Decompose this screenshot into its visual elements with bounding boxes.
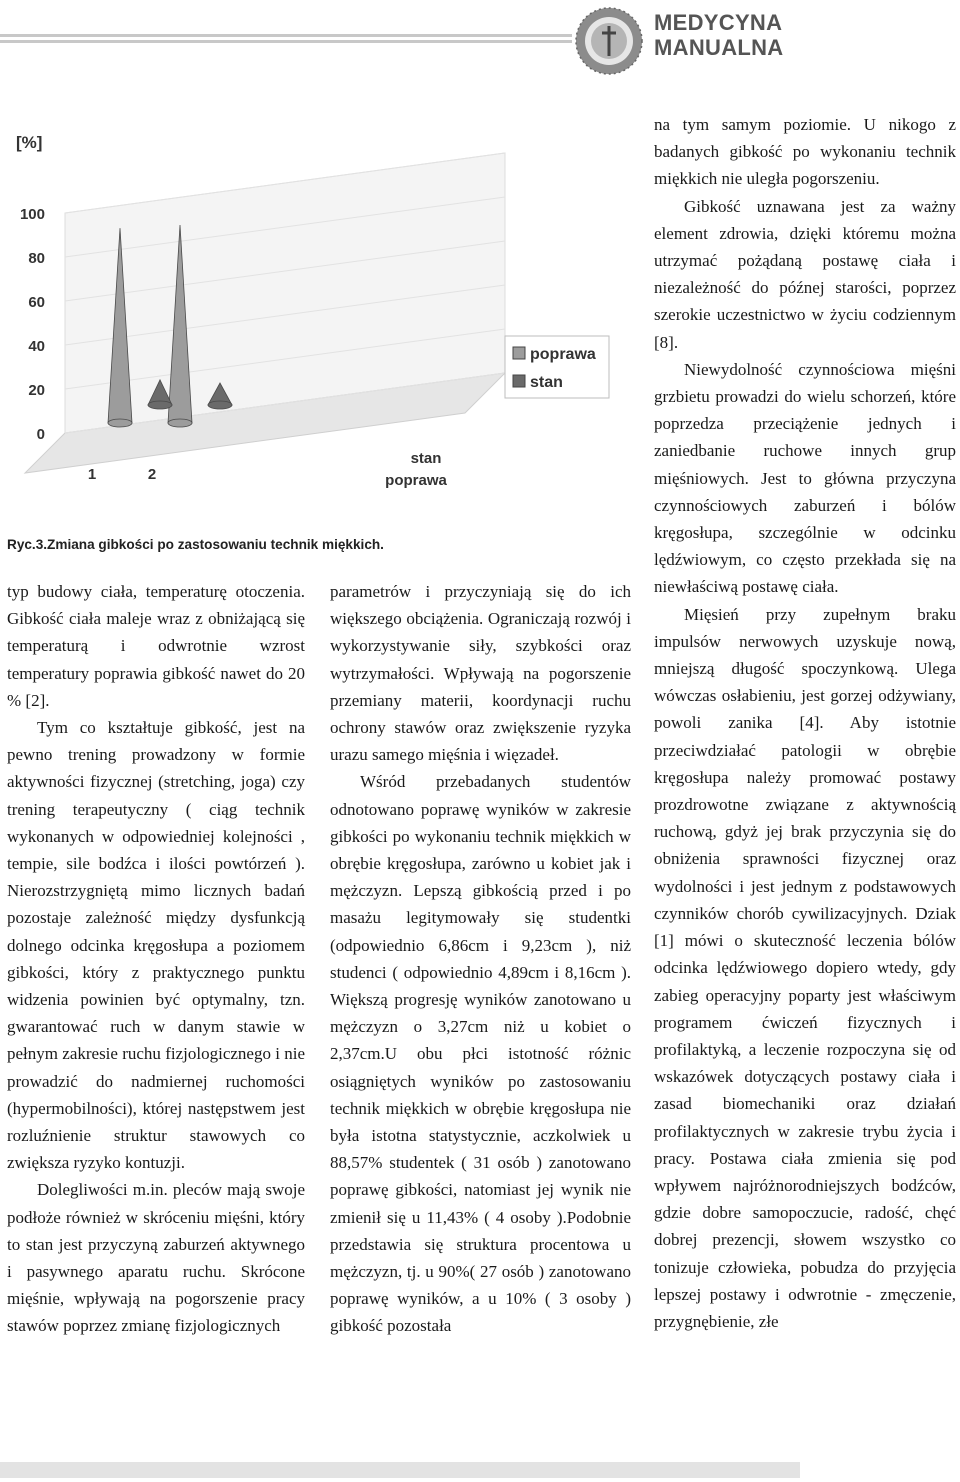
legend-swatch [513, 347, 525, 359]
header-rule [0, 34, 572, 42]
paragraph: Tym co kształtuje gibkość, jest na pewno trening prowadzony w formie aktywności fizycznej (stretching, joga) czy trening terapeutyczny ( ciąg technik wykonanych w odpowiedniej kolejności , tempie, sile bodźca i ilości powtórzeń ). Nierozstrzygniętą mimo licznych badań pozostaje zależność między dysfunkcją dolnego odcinka kręgosłupa a poziomem gibkości, który z praktycznego punktu widzenia powinien być optymalny, tzn. gwarantować ruch w danym stawie w pełnym zakresie ruchu fizjologicznego i nie prowadzić do nadmiernej ruchomości (hypermobilności), której następstwem jest rozluźnienie struktur stawowych co zwiększa ryzyko kontuzji. [7, 718, 305, 1173]
paragraph: Dolegliwości m.in. pleców mają swoje podłoże również w skróceniu mięśni, który to stan jest przyczyną zaburzeń aktywnego i pasywnego aparatu ruchu. Skrócone mięśnie, wpływają na pogorszenie pracy stawów poprzez zmianę fizjologicznych [7, 1180, 305, 1336]
x-tick-label: 1 [87, 466, 97, 483]
depth-axis-label: stan [410, 450, 442, 467]
depth-axis-label: poprawa [385, 472, 447, 489]
y-tick-label: 40 [28, 338, 45, 355]
paragraph: parametrów i przyczyniają się do ich większego obciążenia. Ograniczają rozwój i wykorzystywanie siły, szybkości oraz wytrzymałości. Wpływają na pogorszenie przemiany materii, koordynacji ruchu ochrony stawów oraz zwiększenie ryzyka urazu samego mięśnia i więzadeł. [330, 582, 631, 765]
text-column-1 [7, 578, 305, 1340]
figure-caption: Ryc.3.Zmiana gibkości po zastosowaniu technik miękkich. [7, 537, 384, 552]
paragraph: na tym samym poziomie. U nikogo z badanych gibkość po wykonaniu technik miękkich nie uległa pogorszeniu. [654, 115, 956, 189]
x-tick-label: 2 [147, 466, 157, 483]
paragraph: Mięsień przy zupełnym braku impulsów nerwowych uzyskuje nową, mniejszą długość spoczynkową. Ulega wówczas osłabieniu, jest gorzej odżywiany, powoli zanika [4]. Aby istotnie przeciwdziałać patologii w obrębie kręgosłupa należy promować postawy prozdrowotne związane z aktywnością ruchową, gdyż jej brak przyczynia się do obniżenia sprawności fizycznej oraz wydolności i jest jednym z podstawowych czynników chorób cywilizacyjnych. Dziak [1] mówi o skuteczność leczenia bólów odcinka lędźwiowego dopiero wtedy, gdy zabieg operacyjny poparty jest właściwym programem ćwiczeń fizycznych i profilaktyką, a leczenie rozpoczyna się od wskazówek dotyczących postawy ciała i zasad biomechaniki oraz działań profilaktycznych w zakresie trybu życia i pracy. Postawa ciała zmienia się pod wpływem najróżnorodniejszych bodźców, gdzie dobre samopoczucie, radość, chęć dobrej prezencji, słowem wszystko co tonizuje człowieka, pobudza do przyjęcia lepszej postawy i odwrotnie - zmęczenie, przygnębienie, złe [654, 604, 956, 1331]
paragraph: Wśród przebadanych studentów odnotowano poprawę wyników w zakresie gibkości po wykonaniu technik miękkich w obrębie kręgosłupa, zarówno u kobiet jak i mężczyzn. Lepszą gibkością przed i po masażu legitymowały się studentki (odpowiednio 6,86cm i 9,23cm ), niż studenci ( odpowiednio 4,89cm i 8,16cm ). Większą progresję wyników zanotowano u mężczyzn o 3,27cm niż u kobiet o 2,37cm.U obu płci istotność różnic osiągniętych wyników po zastosowaniu technik miękkich w obrębie kręgosłupa nie była istotna statystycznie, aczkolwiek u 88,57% studentek ( 31 osób ) zanotowano poprawę gibkości, natomiast jej wynik nie zmienił się u 11,43% ( 4 osoby ).Podobnie przedstawia się struktura procentowa u mężczyzn, tj. u 90%( 27 osób ) zanotowano poprawę wyników, a u 10% ( 3 osoby ) gibkość pozostała [330, 772, 631, 1336]
flexibility-chart [0, 108, 630, 528]
journal-title [654, 10, 784, 60]
y-tick-label: 100 [19, 206, 45, 223]
journal-title-line1: MEDYCYNA [654, 10, 783, 35]
paragraph: Niewydolność czynnościowa mięśni grzbietu prowadzi do wielu schorzeń, które poprzedza przeciążenie jednych i zaniedbanie ruchowe innych grup mięśniowych. Jest to główna przyczyna czynnościowych zaburzeń i bólów kręgosłupa, szczególnie w odcinku lędźwiowym, co często przekłada się na niewłaściwą postawę ciała. [654, 359, 956, 597]
journal-title-line2: MANUALNA [654, 35, 784, 60]
cone-base [148, 401, 172, 409]
y-tick-label: 80 [28, 250, 45, 267]
y-tick-label: 20 [28, 382, 45, 399]
footer-bar [0, 1462, 800, 1478]
text-column-2 [330, 578, 631, 1340]
cone-base [108, 419, 132, 427]
journal-logo-icon [572, 6, 646, 76]
cone-base [208, 401, 232, 409]
legend-swatch [513, 375, 525, 387]
paragraph: Gibkość uznawana jest za ważny element zdrowia, dzięki któremu można utrzymać pożądaną postawę ciała i niezależność do późnej starości, poprzez szerokie uczestnictwo w życiu codziennym [8]. [654, 196, 956, 352]
y-tick-label: 0 [36, 426, 45, 443]
legend-label: stan [530, 374, 563, 391]
chart-canvas [0, 108, 630, 528]
y-tick-label: 60 [28, 294, 45, 311]
legend-label: poprawa [530, 346, 596, 363]
text-column-3 [654, 111, 956, 1335]
cone-base [168, 419, 192, 427]
y-axis-label: [%] [16, 133, 43, 152]
paragraph: typ budowy ciała, temperaturę otoczenia. Gibkość ciała maleje wraz z obniżającą się temperaturą i odwrotnie wzrost temperatury poprawia gibkość nawet do 20 % [2]. [7, 582, 305, 710]
